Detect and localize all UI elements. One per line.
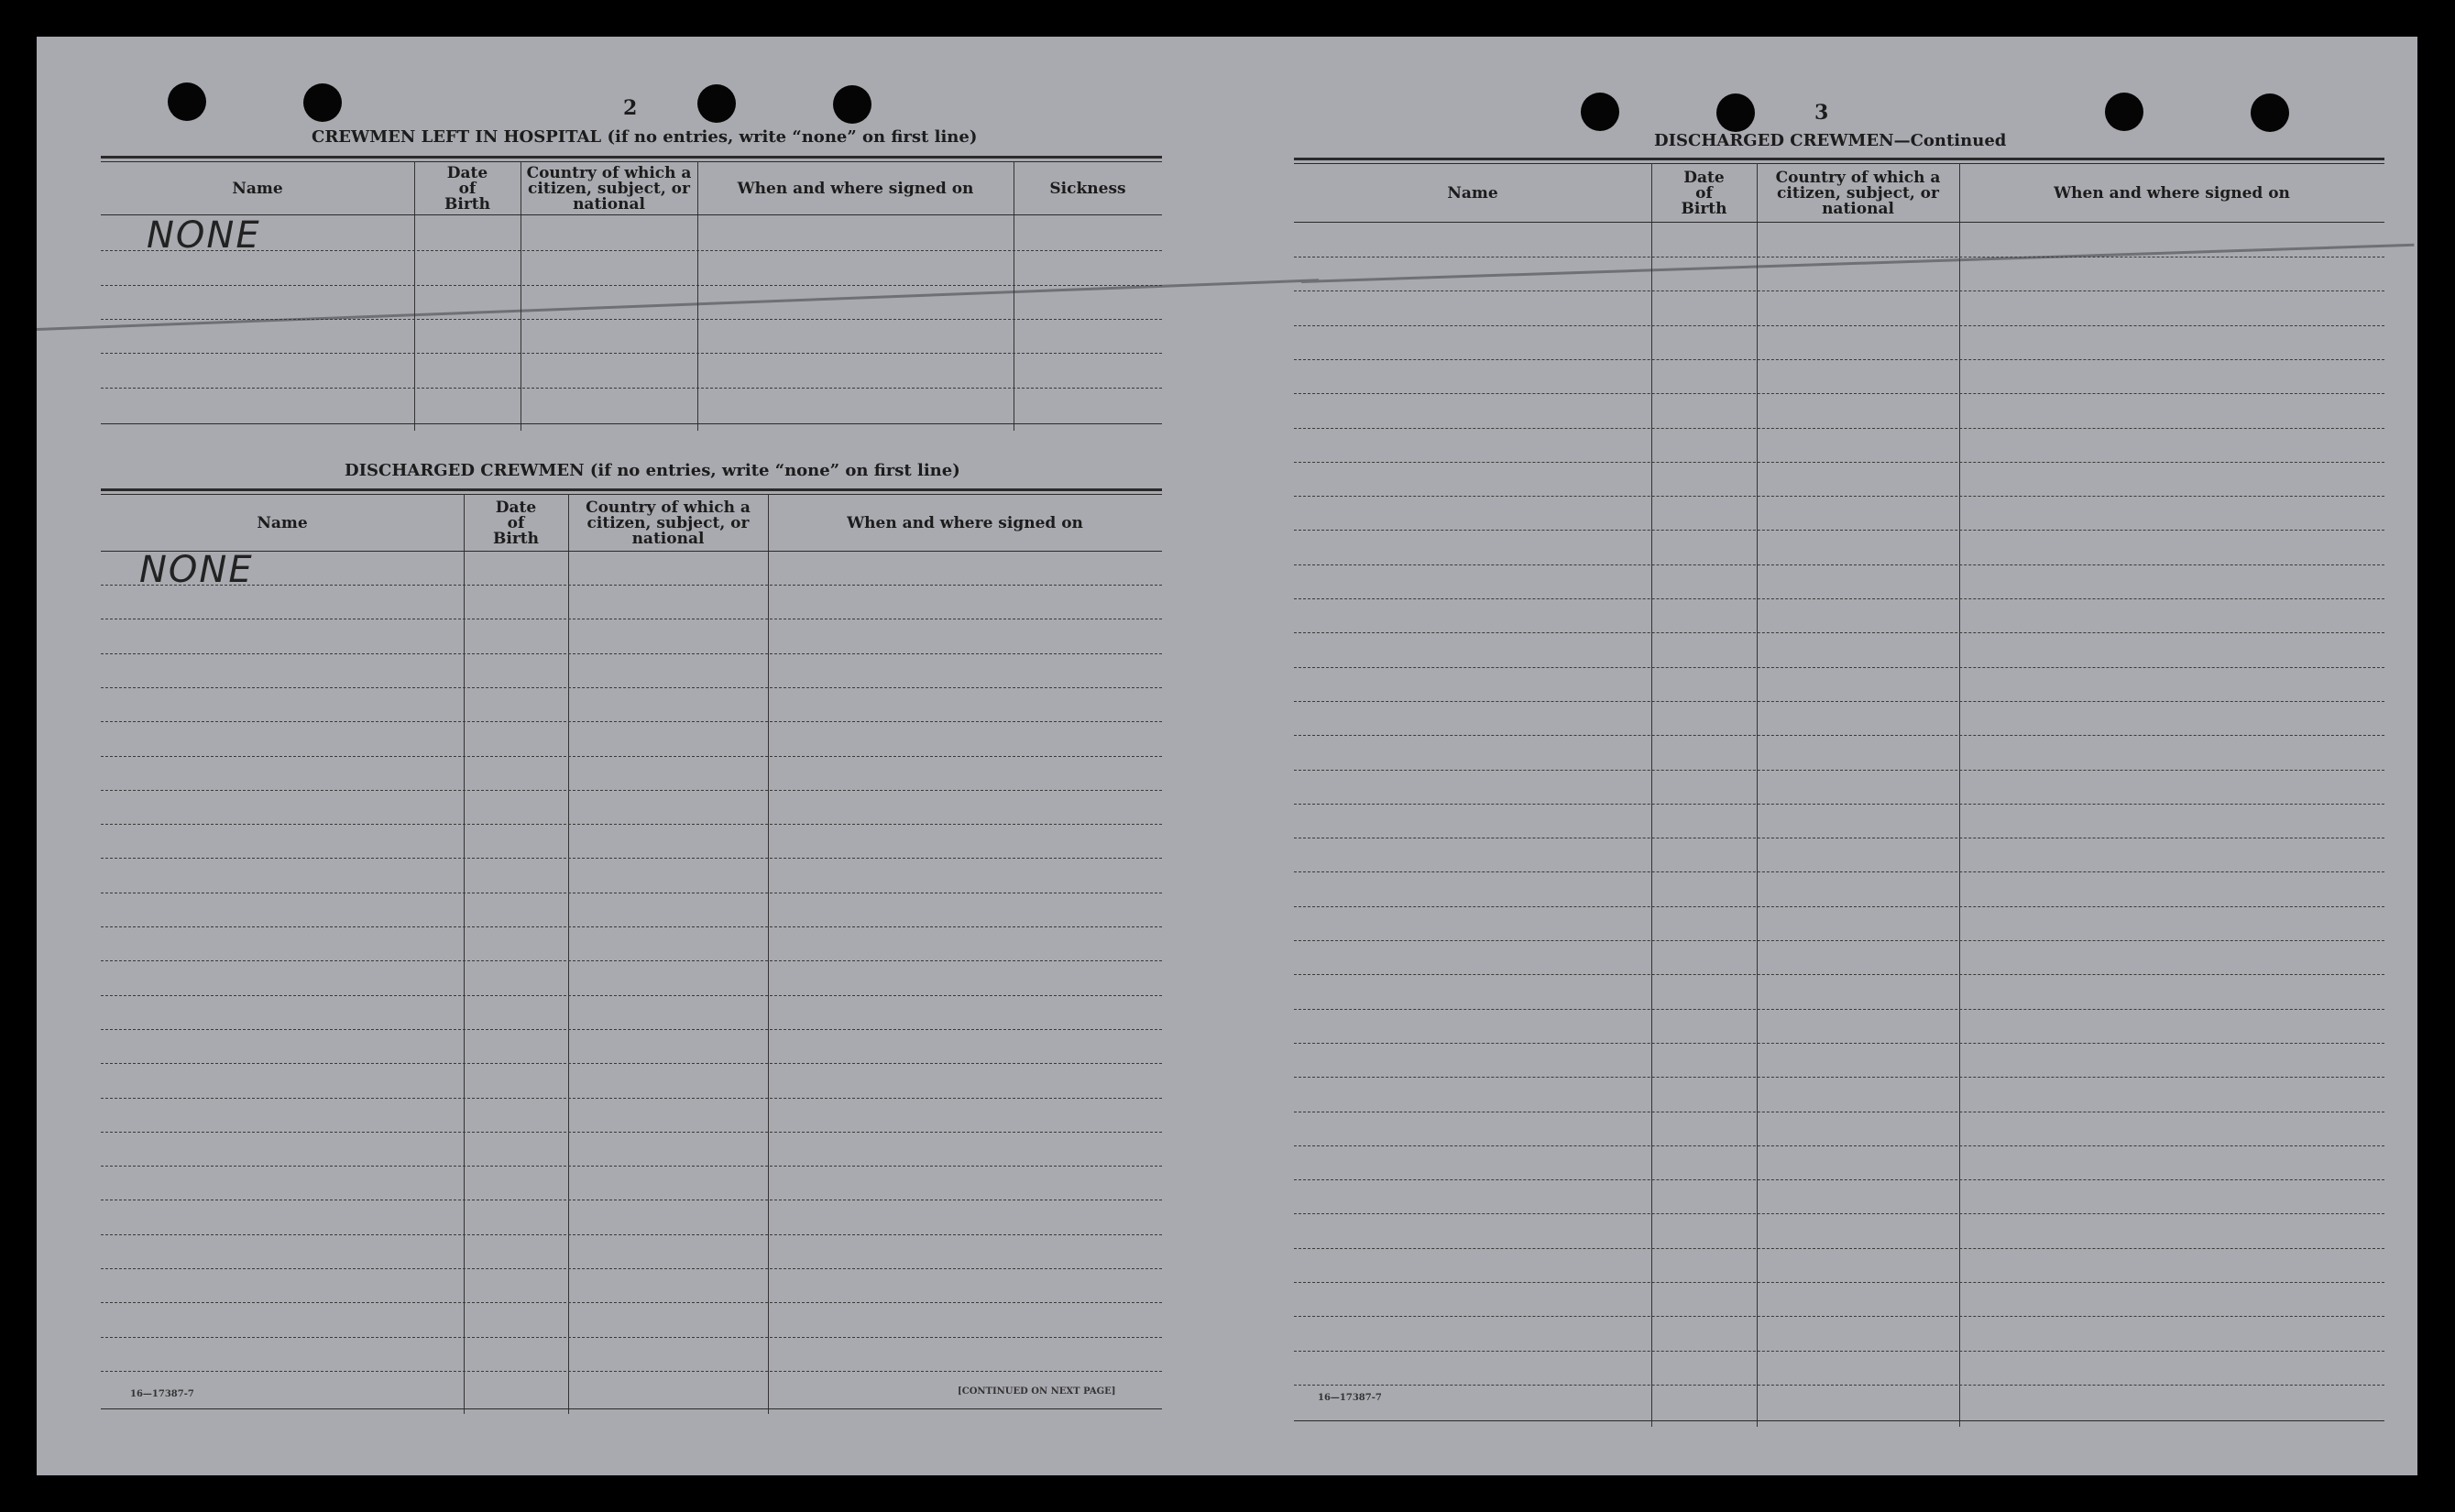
handwritten-entry: NONE: [139, 549, 254, 591]
table-row: [1294, 974, 2384, 975]
hospital-table: [101, 156, 1162, 431]
table-row: [101, 285, 1162, 286]
column-header-sickness: Sickness: [1049, 179, 1126, 198]
column-header-dob: [414, 163, 521, 214]
table-row: [1294, 1282, 2384, 1283]
table-row: [101, 585, 1162, 586]
discharged-title-note: (if no entries, write “none” on first line): [589, 461, 960, 480]
table-row: [101, 1063, 1162, 1064]
table-row: [1294, 1213, 2384, 1214]
column-header-dob: [1651, 165, 1757, 222]
table-row: [101, 1166, 1162, 1167]
table-row: [1294, 1179, 2384, 1180]
punch-hole: [697, 84, 736, 123]
table-row: [1294, 770, 2384, 771]
document-sheet: [37, 37, 2417, 1475]
table-row: [1294, 325, 2384, 326]
table-row: [1294, 940, 2384, 941]
table-row: [1294, 632, 2384, 633]
column-header-name: Name: [232, 179, 283, 198]
table-row: [101, 388, 1162, 389]
continued-suffix: —Continued: [1893, 131, 2007, 150]
column-header-country: [521, 163, 697, 214]
table-row: [1294, 906, 2384, 907]
table-row: [1294, 1145, 2384, 1146]
discharged-table: [101, 488, 1162, 1414]
table-row: [1294, 462, 2384, 463]
column-header-signed: When and where signed on: [847, 513, 1083, 532]
table-row: [1294, 1077, 2384, 1078]
country-label: Country of which a citizen, subject, or national: [586, 498, 751, 548]
table-row: [101, 960, 1162, 961]
table-row: [1294, 1351, 2384, 1352]
hospital-title-note: (if no entries, write “none” on first line): [607, 127, 978, 147]
table-row: [101, 995, 1162, 996]
column-header-signed: When and where signed on: [737, 179, 974, 198]
column-header-signed: When and where signed on: [2054, 183, 2290, 203]
page-number: 3: [1814, 101, 1829, 125]
table-row: [1294, 290, 2384, 291]
table-row: [1294, 1385, 2384, 1386]
table-row: [1294, 667, 2384, 668]
table-row: [101, 721, 1162, 722]
column-header-dob: [464, 496, 568, 551]
table-row: [101, 1132, 1162, 1133]
column-header-name: Name: [257, 513, 308, 532]
punch-hole: [2251, 93, 2289, 132]
table-row: [101, 1098, 1162, 1099]
hospital-title-bold: CREWMEN LEFT IN HOSPITAL: [312, 127, 602, 147]
table-row: [101, 756, 1162, 757]
punch-hole: [1581, 93, 1619, 131]
table-row: [1294, 598, 2384, 599]
punch-hole: [1716, 93, 1755, 132]
table-row: [101, 653, 1162, 654]
table-row: [101, 1029, 1162, 1030]
dob-label: Date of Birth: [493, 498, 539, 548]
table-row: [1294, 871, 2384, 872]
table-row: [1294, 1043, 2384, 1044]
table-row: [1294, 530, 2384, 531]
dob-label: Date of Birth: [1681, 168, 1727, 218]
table-row: [1294, 1316, 2384, 1317]
punch-hole: [303, 83, 342, 122]
table-row: [101, 1234, 1162, 1235]
table-row: [101, 353, 1162, 354]
form-number: 16—17387-7: [1318, 1393, 1382, 1403]
table-row: [1294, 1009, 2384, 1010]
punch-hole: [168, 82, 206, 121]
table-row: [1294, 496, 2384, 497]
table-row: [101, 790, 1162, 791]
table-row: [1294, 428, 2384, 429]
column-header-name: Name: [1447, 183, 1498, 203]
dob-label: Date of Birth: [444, 163, 490, 214]
table-row: [101, 1337, 1162, 1338]
table-row: [1294, 564, 2384, 565]
country-label: Country of which a citizen, subject, or national: [526, 163, 692, 214]
page-number: 2: [623, 96, 638, 120]
table-row: [101, 1268, 1162, 1269]
table-row: [1294, 701, 2384, 702]
discharged-title-bold: DISCHARGED CREWMEN: [345, 461, 585, 480]
punch-hole: [2105, 93, 2143, 131]
table-row: [1294, 359, 2384, 360]
table-row: [1294, 735, 2384, 736]
table-row: [1294, 393, 2384, 394]
table-row: [1294, 804, 2384, 805]
table-row: [101, 926, 1162, 927]
table-row: [101, 1302, 1162, 1303]
table-row: [101, 319, 1162, 320]
column-header-country: [568, 496, 768, 551]
table-row: [101, 824, 1162, 825]
country-label: Country of which a citizen, subject, or national: [1775, 168, 1941, 218]
table-row: [101, 858, 1162, 859]
column-header-country: [1757, 165, 1959, 222]
handwritten-entry: NONE: [147, 214, 261, 257]
table-row: [1294, 1248, 2384, 1249]
continued-note: [CONTINUED ON NEXT PAGE]: [958, 1386, 1116, 1397]
form-number: 16—17387-7: [130, 1389, 194, 1399]
hospital-section-title: [312, 127, 977, 147]
discharged-continued-title: [1654, 131, 2006, 150]
discharged-section-title: [345, 461, 960, 480]
table-row: [101, 1371, 1162, 1372]
discharged-continued-bold: DISCHARGED CREWMEN: [1654, 131, 1894, 150]
punch-hole: [833, 85, 871, 124]
discharged-continued-table: [1294, 158, 2384, 1427]
table-row: [101, 687, 1162, 688]
